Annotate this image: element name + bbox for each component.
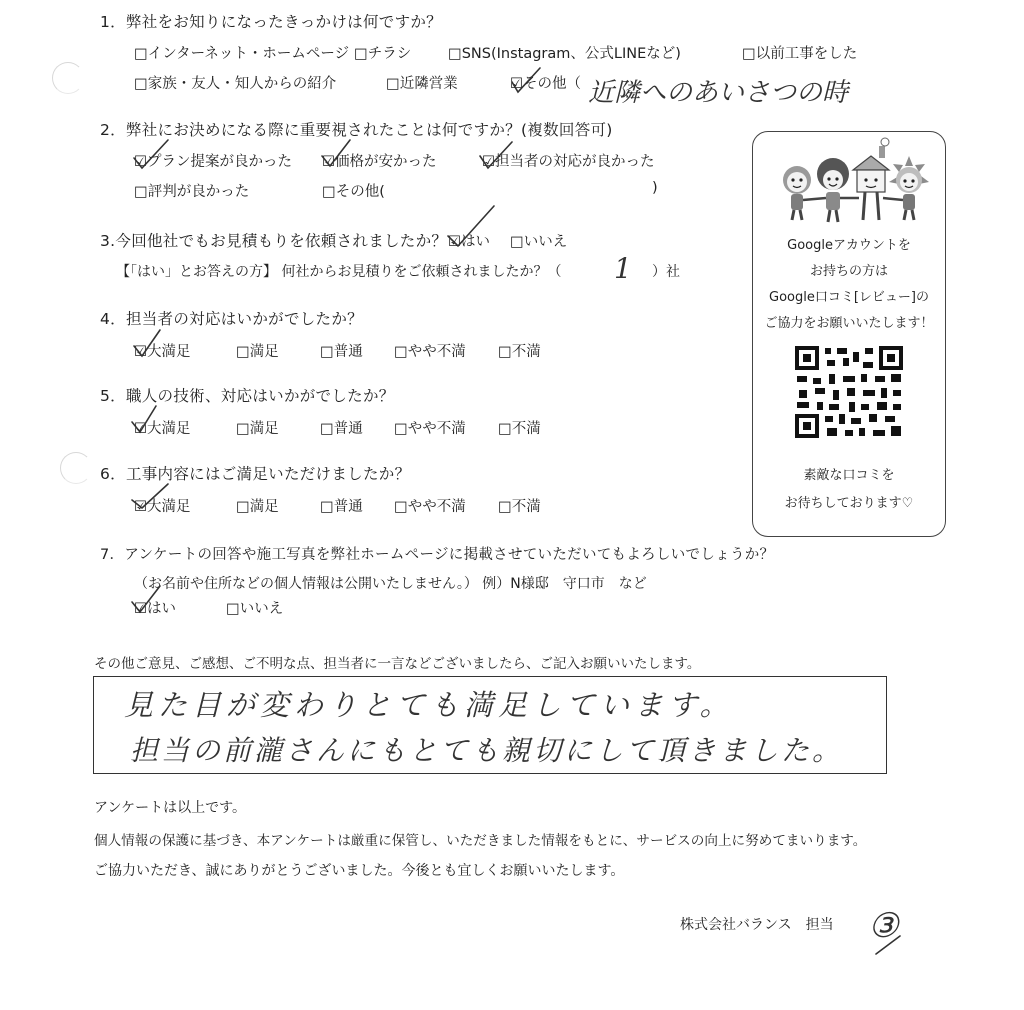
q5-title: 5．職人の技術、対応はいかがでしたか？	[100, 387, 395, 405]
google-holder-text: お持ちの方は	[809, 264, 888, 279]
nice-review-text: 素敵な口コミを	[803, 468, 895, 483]
q1-other-handwritten-answer: 近隣へのあいさつの時	[588, 78, 849, 108]
q4-dissatisfied[interactable]: □不満	[498, 344, 541, 360]
q6-dissatisfied[interactable]: □不満	[498, 499, 541, 515]
q3-count-handwritten: 1	[614, 252, 632, 285]
q5-somewhat-dissatisfied[interactable]: □やや不満	[394, 421, 466, 437]
q7-note: （お名前や住所などの個人情報は公開いたしません。） 例）N様邸 守口市 など	[134, 576, 647, 592]
q1-option-referral[interactable]: □家族・友人・知人からの紹介	[134, 76, 337, 92]
q1-option-previous-work[interactable]: □以前工事をした	[742, 46, 858, 62]
google-review-box	[752, 131, 946, 537]
q4-neutral[interactable]: □普通	[320, 344, 363, 360]
comment-line-2: 担当の前瀧さんにもとても親切にして頂きました。	[130, 734, 844, 767]
q6-somewhat-dissatisfied[interactable]: □やや不満	[394, 499, 466, 515]
comment-box[interactable]	[93, 676, 887, 774]
comment-prompt: その他ご意見、ご感想、ご不明な点、担当者に一言などございましたら、ご記入お願いいたします。	[94, 656, 701, 672]
q2-option-staff[interactable]: ☑担当者の対応が良かった	[482, 154, 655, 170]
google-request-text: ご協力をお願いいたします！	[764, 316, 934, 331]
q1-option-flyer[interactable]: □チラシ	[354, 46, 412, 62]
q3-yes[interactable]: ☑はい	[448, 234, 490, 250]
q1-option-internet[interactable]: □インターネット・ホームページ	[134, 46, 350, 62]
punch-hole	[52, 62, 84, 94]
q5-dissatisfied[interactable]: □不満	[498, 421, 541, 437]
q5-neutral[interactable]: □普通	[320, 421, 363, 437]
footer-end-text: アンケートは以上です。	[94, 800, 247, 816]
mascot-characters-illustration	[753, 136, 945, 236]
staff-signature: ③	[868, 906, 899, 946]
q3-suffix: ）社	[652, 264, 680, 280]
q2-other-close-paren: )	[652, 180, 658, 196]
q1-option-other[interactable]: ☑その他（	[510, 76, 581, 92]
q4-very-satisfied[interactable]: ☑大満足	[134, 344, 191, 360]
waiting-text: お待ちしております♡	[784, 496, 914, 511]
q3-followup: 【「はい」とお答えの方】 何社からお見積りをご依頼されましたか？（	[116, 264, 562, 280]
q4-satisfied[interactable]: □満足	[236, 344, 279, 360]
footer-thanks-text: ご協力いただき、誠にありがとうございました。今後とも宜しくお願いいたします。	[94, 863, 625, 879]
q6-title: 6．工事内容にはご満足いただけましたか？	[100, 465, 411, 483]
qr-code[interactable]	[793, 344, 905, 440]
punch-hole	[60, 452, 92, 484]
q6-very-satisfied[interactable]: ☑大満足	[134, 499, 191, 515]
q4-title: 4．担当者の対応はいかがでしたか？	[100, 310, 363, 328]
google-review-text: Google口コミ[レビュー]の	[769, 290, 929, 305]
q1-title: 1．弊社をお知りになったきっかけは何ですか？	[100, 13, 442, 31]
footer-privacy-text: 個人情報の保護に基づき、本アンケートは厳重に保管し、いただきました情報をもとに、サービスの向上に努めてまいります。	[94, 833, 867, 849]
q3-no[interactable]: □いいえ	[510, 234, 568, 250]
q5-satisfied[interactable]: □満足	[236, 421, 279, 437]
company-name: 株式会社バランス 担当	[680, 917, 834, 933]
q2-option-other[interactable]: □その他(	[322, 184, 385, 200]
q2-option-plan[interactable]: ☑プラン提案が良かった	[134, 154, 292, 170]
q7-yes[interactable]: ☑はい	[134, 601, 176, 617]
q5-very-satisfied[interactable]: ☑大満足	[134, 421, 191, 437]
q6-neutral[interactable]: □普通	[320, 499, 363, 515]
q2-title: 2．弊社にお決めになる際に重要視されたことは何ですか？(複数回答可)	[100, 121, 613, 139]
q7-no[interactable]: □いいえ	[226, 601, 284, 617]
q6-satisfied[interactable]: □満足	[236, 499, 279, 515]
google-account-text: Googleアカウントを	[787, 238, 911, 253]
q7-title: 7．アンケートの回答や施工写真を弊社ホームページに掲載させていただいてもよろしいでしょうか？	[100, 547, 775, 563]
q1-option-sns[interactable]: □SNS(Instagram、公式LINEなど)	[448, 46, 681, 62]
q3-title: 3.今回他社でもお見積もりを依頼されましたか？	[100, 232, 448, 250]
q1-option-neighborhood-sales[interactable]: □近隣営業	[386, 76, 458, 92]
q2-option-reputation[interactable]: □評判が良かった	[134, 184, 250, 200]
q2-option-price[interactable]: ☑価格が安かった	[322, 154, 437, 170]
q4-somewhat-dissatisfied[interactable]: □やや不満	[394, 344, 466, 360]
comment-line-1: 見た目が変わりとても満足しています。	[124, 688, 734, 722]
